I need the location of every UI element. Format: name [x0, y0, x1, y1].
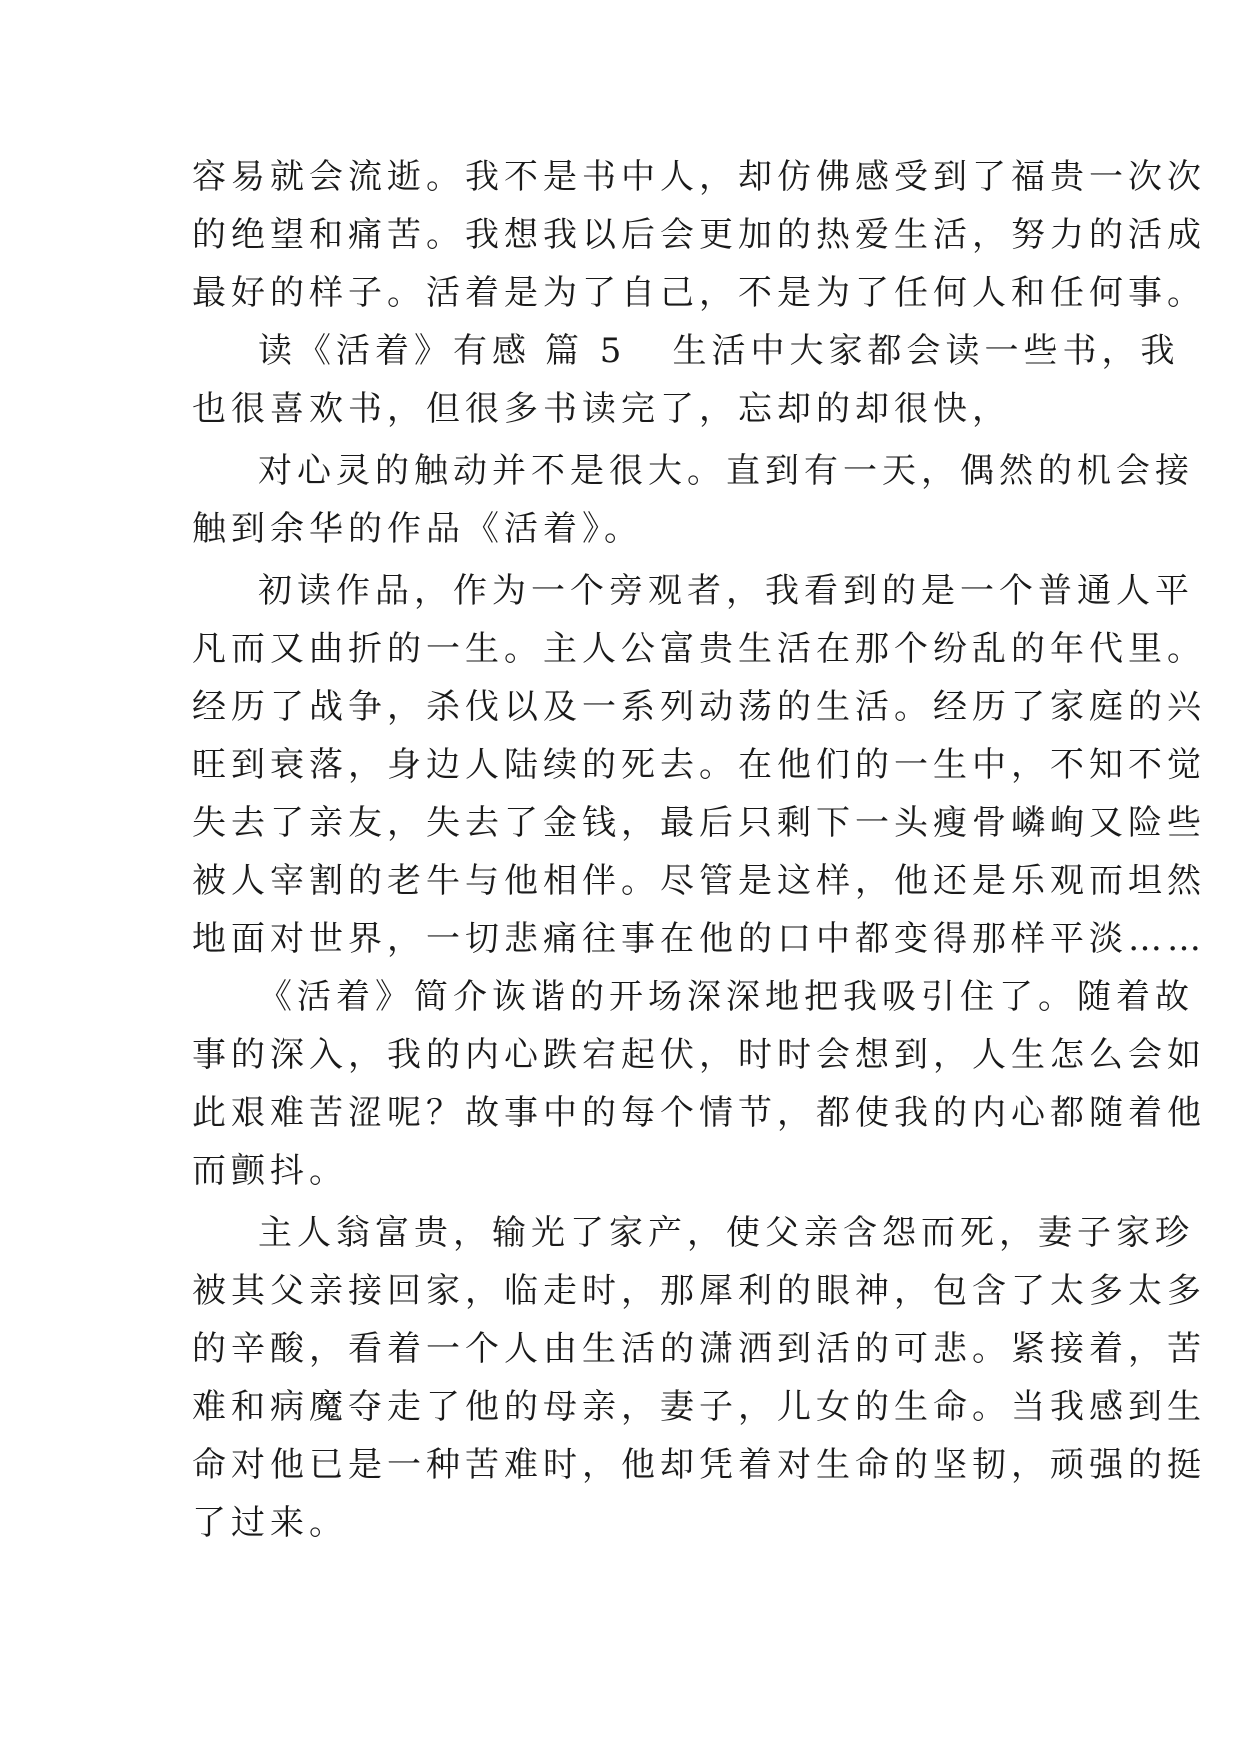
- paragraph-line: 容易就会流逝。我不是书中人，却仿佛感受到了福贵一次次: [192, 157, 1206, 197]
- paragraph-line: 地面对世界，一切悲痛往事在他的口中都变得那样平淡……: [192, 919, 1206, 959]
- paragraph-line: 对心灵的触动并不是很大。直到有一天，偶然的机会接: [258, 451, 1194, 491]
- paragraph-line: 命对他已是一种苦难时，他却凭着对生命的坚韧，顽强的挺: [192, 1445, 1206, 1485]
- paragraph-line: 也很喜欢书，但很多书读完了，忘却的却很快，: [192, 389, 1011, 429]
- paragraph-line: 被人宰割的老牛与他相伴。尽管是这样，他还是乐观而坦然: [192, 861, 1206, 901]
- paragraph-line: 旺到衰落，身边人陆续的死去。在他们的一生中，不知不觉: [192, 745, 1206, 785]
- paragraph-line: 了过来。: [192, 1503, 348, 1543]
- paragraph-line: 主人翁富贵，输光了家产，使父亲含怨而死，妻子家珍: [258, 1213, 1194, 1253]
- paragraph-line: 经历了战争，杀伐以及一系列动荡的生活。经历了家庭的兴: [192, 687, 1206, 727]
- section-title: 读《活着》有感: [258, 331, 531, 371]
- paragraph-line: 此艰难苦涩呢？故事中的每个情节，都使我的内心都随着他: [192, 1093, 1206, 1133]
- paragraph-line: 事的深入，我的内心跌宕起伏，时时会想到，人生怎么会如: [192, 1035, 1206, 1075]
- heading-continuation: 生活中大家都会读一些书，我: [672, 331, 1180, 371]
- paragraph-line: 失去了亲友，失去了金钱，最后只剩下一头瘦骨嶙峋又险些: [192, 803, 1206, 843]
- paragraph-line: 最好的样子。活着是为了自己，不是为了任何人和任何事。: [192, 273, 1206, 313]
- paragraph-line: 被其父亲接回家，临走时，那犀利的眼神，包含了太多太多: [192, 1271, 1206, 1311]
- paragraph-line: 《活着》简介诙谐的开场深深地把我吸引住了。随着故: [258, 977, 1194, 1017]
- section-heading-line: [258, 322, 1179, 380]
- paragraph-line: 难和病魔夺走了他的母亲，妻子，儿女的生命。当我感到生: [192, 1387, 1206, 1427]
- paragraph-line: 而颤抖。: [192, 1151, 348, 1191]
- section-number: 篇 5: [545, 331, 627, 371]
- paragraph-line: 的绝望和痛苦。我想我以后会更加的热爱生活，努力的活成: [192, 215, 1206, 255]
- paragraph-line: 凡而又曲折的一生。主人公富贵生活在那个纷乱的年代里。: [192, 629, 1206, 669]
- paragraph-line: 初读作品，作为一个旁观者，我看到的是一个普通人平: [258, 571, 1194, 611]
- paragraph-line: 的辛酸，看着一个人由生活的潇洒到活的可悲。紧接着，苦: [192, 1329, 1206, 1369]
- paragraph-line: 触到余华的作品《活着》。: [192, 509, 643, 549]
